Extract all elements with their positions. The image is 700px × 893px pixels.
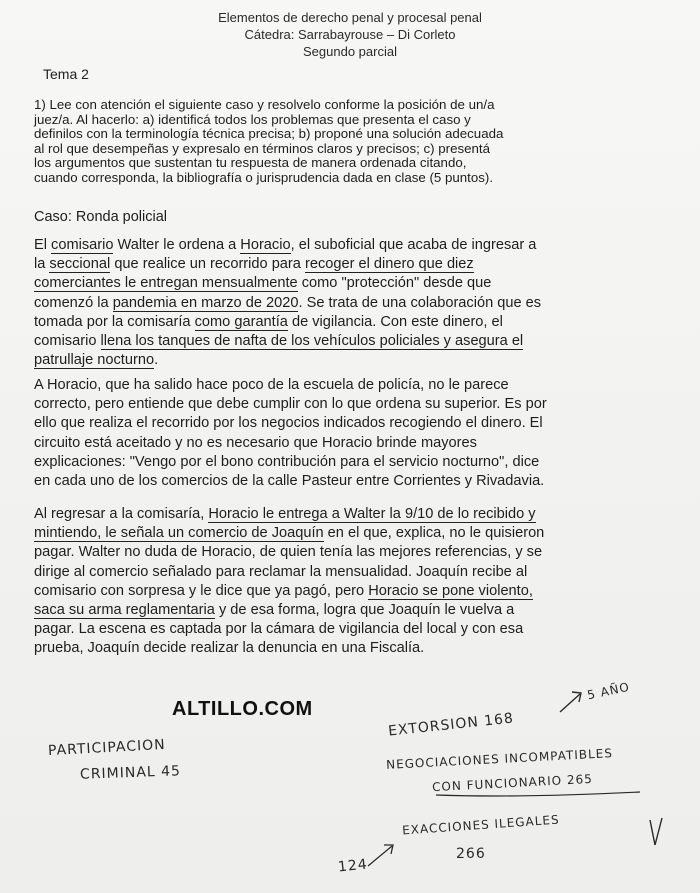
text-run: como "protección" desde que: [297, 275, 492, 292]
question-line: 1) Lee con atención el siguiente caso y resolvelo conforme la posición de un/a: [34, 97, 495, 112]
paragraph-line: circuito está aceitado y no es necesario que Horacio brinde mayores: [34, 434, 477, 451]
course-title: Elementos de derecho penal y procesal penal: [218, 10, 482, 25]
text-run: Walter le ordena a: [113, 237, 241, 253]
handwritten-note-exacciones-article: 266: [456, 846, 486, 862]
case-paragraph-1: [34, 236, 682, 370]
paragraph-line: ello que realiza el recorrido por los negocios indicados recogiendo el dinero. El: [34, 415, 543, 432]
underlined-text: saca su arma reglamentaria: [34, 602, 215, 619]
text-run: que realice un recorrido para: [110, 256, 305, 273]
arrow-head-icon: [572, 692, 581, 702]
case-paragraph-2: [34, 376, 682, 491]
paragraph-line: [34, 274, 682, 293]
question-block: [34, 98, 682, 185]
watermark: ALTILLO.COM: [172, 698, 313, 720]
paragraph-line: correcto, pero entiende que debe cumplir con lo que ordena su superior. Es por: [34, 396, 547, 413]
arrow-icon: [560, 694, 580, 712]
paragraph-line: explicaciones: "Vengo por el bono contribución para el servicio nocturno", dice: [34, 453, 540, 470]
question-line: definilos con la terminología técnica precisa; b) proponé una solución adecuada: [34, 126, 504, 141]
underlined-text: llena los tanques de nafta de los vehículos policiales y asegura el: [100, 333, 524, 350]
handwritten-note-penalty: 5 AÑO: [586, 679, 632, 703]
question-line: los argumentos que sustentan tu respuesta de manera ordenada citando,: [34, 155, 467, 170]
check-mark-icon: [650, 818, 662, 845]
paragraph-line: [34, 524, 682, 543]
exam-name: Segundo parcial: [303, 44, 397, 59]
text-run: de vigilancia. Con este dinero, el: [287, 313, 503, 330]
underlined-text: recoger el dinero que diez: [304, 256, 474, 273]
paragraph-line: pagar. La escena es captada por la cámara de vigilancia del local y con esa: [34, 621, 524, 638]
paragraph-line: prueba, Joaquín decide realizar la denuncia en una Fiscalía.: [34, 640, 425, 657]
text-run: comisario con sorpresa y le dice que ya pagó, pero: [34, 582, 369, 599]
paragraph-line: [34, 505, 682, 524]
case-title: Caso: Ronda policial: [34, 209, 167, 225]
underlined-text: patrullaje nocturno: [34, 352, 155, 369]
text-run: la: [34, 256, 50, 273]
paragraph-line: [34, 294, 682, 313]
underlined-text: Horacio le entrega a Walter la 9/10 de lo recibido y: [208, 506, 536, 522]
text-run: , el suboficial que acaba de ingresar a: [290, 237, 537, 253]
question-line: al rol que desempeñas y expresalo en términos claros y precisos; c) presentá: [34, 140, 491, 156]
paragraph-line: [34, 236, 682, 255]
underlined-text: comisario: [51, 237, 114, 253]
text-run: tomada por la comisaría: [34, 313, 195, 330]
text-run: comenzó la: [34, 294, 113, 311]
underlined-text: como garantía: [194, 313, 288, 330]
underlined-text: comerciantes le entregan mensualmente: [34, 275, 298, 292]
handwritten-note-extorsion: EXTORSION 168: [387, 710, 515, 740]
underlined-text: seccional: [49, 256, 111, 273]
case-paragraph-3: [34, 505, 682, 659]
handwritten-note-negociaciones: NEGOCIACIONES INCOMPATIBLES: [385, 746, 614, 772]
paragraph-line: [34, 582, 682, 601]
paragraph-line: [34, 313, 682, 332]
paragraph-line: A Horacio, que ha salido hace poco de la escuela de policía, no le parece: [34, 377, 509, 393]
text-run: El: [34, 237, 52, 253]
underlined-text: Horacio se pone violento,: [368, 582, 533, 599]
paragraph-line: dirige al comercio señalado para reclamar la mensualidad. Joaquín recibe al: [34, 563, 528, 580]
arrow-head-icon: [384, 845, 393, 854]
text-run: comisario: [34, 333, 101, 350]
paragraph-line: [34, 332, 682, 351]
underlined-text: mintiendo, le señala un comercio de Joaquín: [34, 525, 324, 542]
text-run: Al regresar a la comisaría,: [34, 506, 209, 522]
underlined-text: Horacio: [240, 237, 291, 253]
underlined-text: pandemia en marzo de 2020: [112, 294, 299, 311]
question-line: juez/a. Al hacerlo: a) identificá todos los problemas que presenta el caso y: [34, 111, 471, 127]
paragraph-line: en cada uno de los comercios de la calle Pasteur entre Corrientes y Rivadavia.: [34, 473, 545, 490]
handwritten-note-participacion: PARTICIPACION: [47, 736, 167, 760]
question-line: cuando corresponda, la bibliografía o jurisprudencia dada en clase (5 puntos).: [34, 169, 494, 185]
paragraph-line: [34, 255, 682, 274]
text-run: en el que, explica, no le quisieron: [323, 525, 545, 542]
pen-underline: [436, 792, 640, 796]
handwritten-note-participacion-article: CRIMINAL 45: [79, 763, 182, 783]
chair-line: Cátedra: Sarrabayrouse – Di Corleto: [244, 27, 456, 42]
paragraph-line: [34, 351, 682, 370]
handwritten-margin-number: 124: [337, 856, 369, 876]
arrow-icon: [368, 846, 392, 866]
handwritten-note-negociaciones-article: CON FUNCIONARIO 265: [431, 771, 594, 795]
paragraph-line: pagar. Walter no duda de Horacio, de quien tenía las mejores referencias, y se: [34, 544, 543, 561]
topic-label: Tema 2: [43, 66, 89, 82]
text-run: .: [154, 352, 159, 369]
text-run: y de esa forma, logra que Joaquín le vuelva a: [214, 602, 515, 619]
paragraph-line: [34, 601, 682, 620]
handwritten-note-exacciones: EXACCIONES ILEGALES: [401, 812, 561, 838]
text-run: . Se trata de una colaboración que es: [298, 294, 542, 311]
